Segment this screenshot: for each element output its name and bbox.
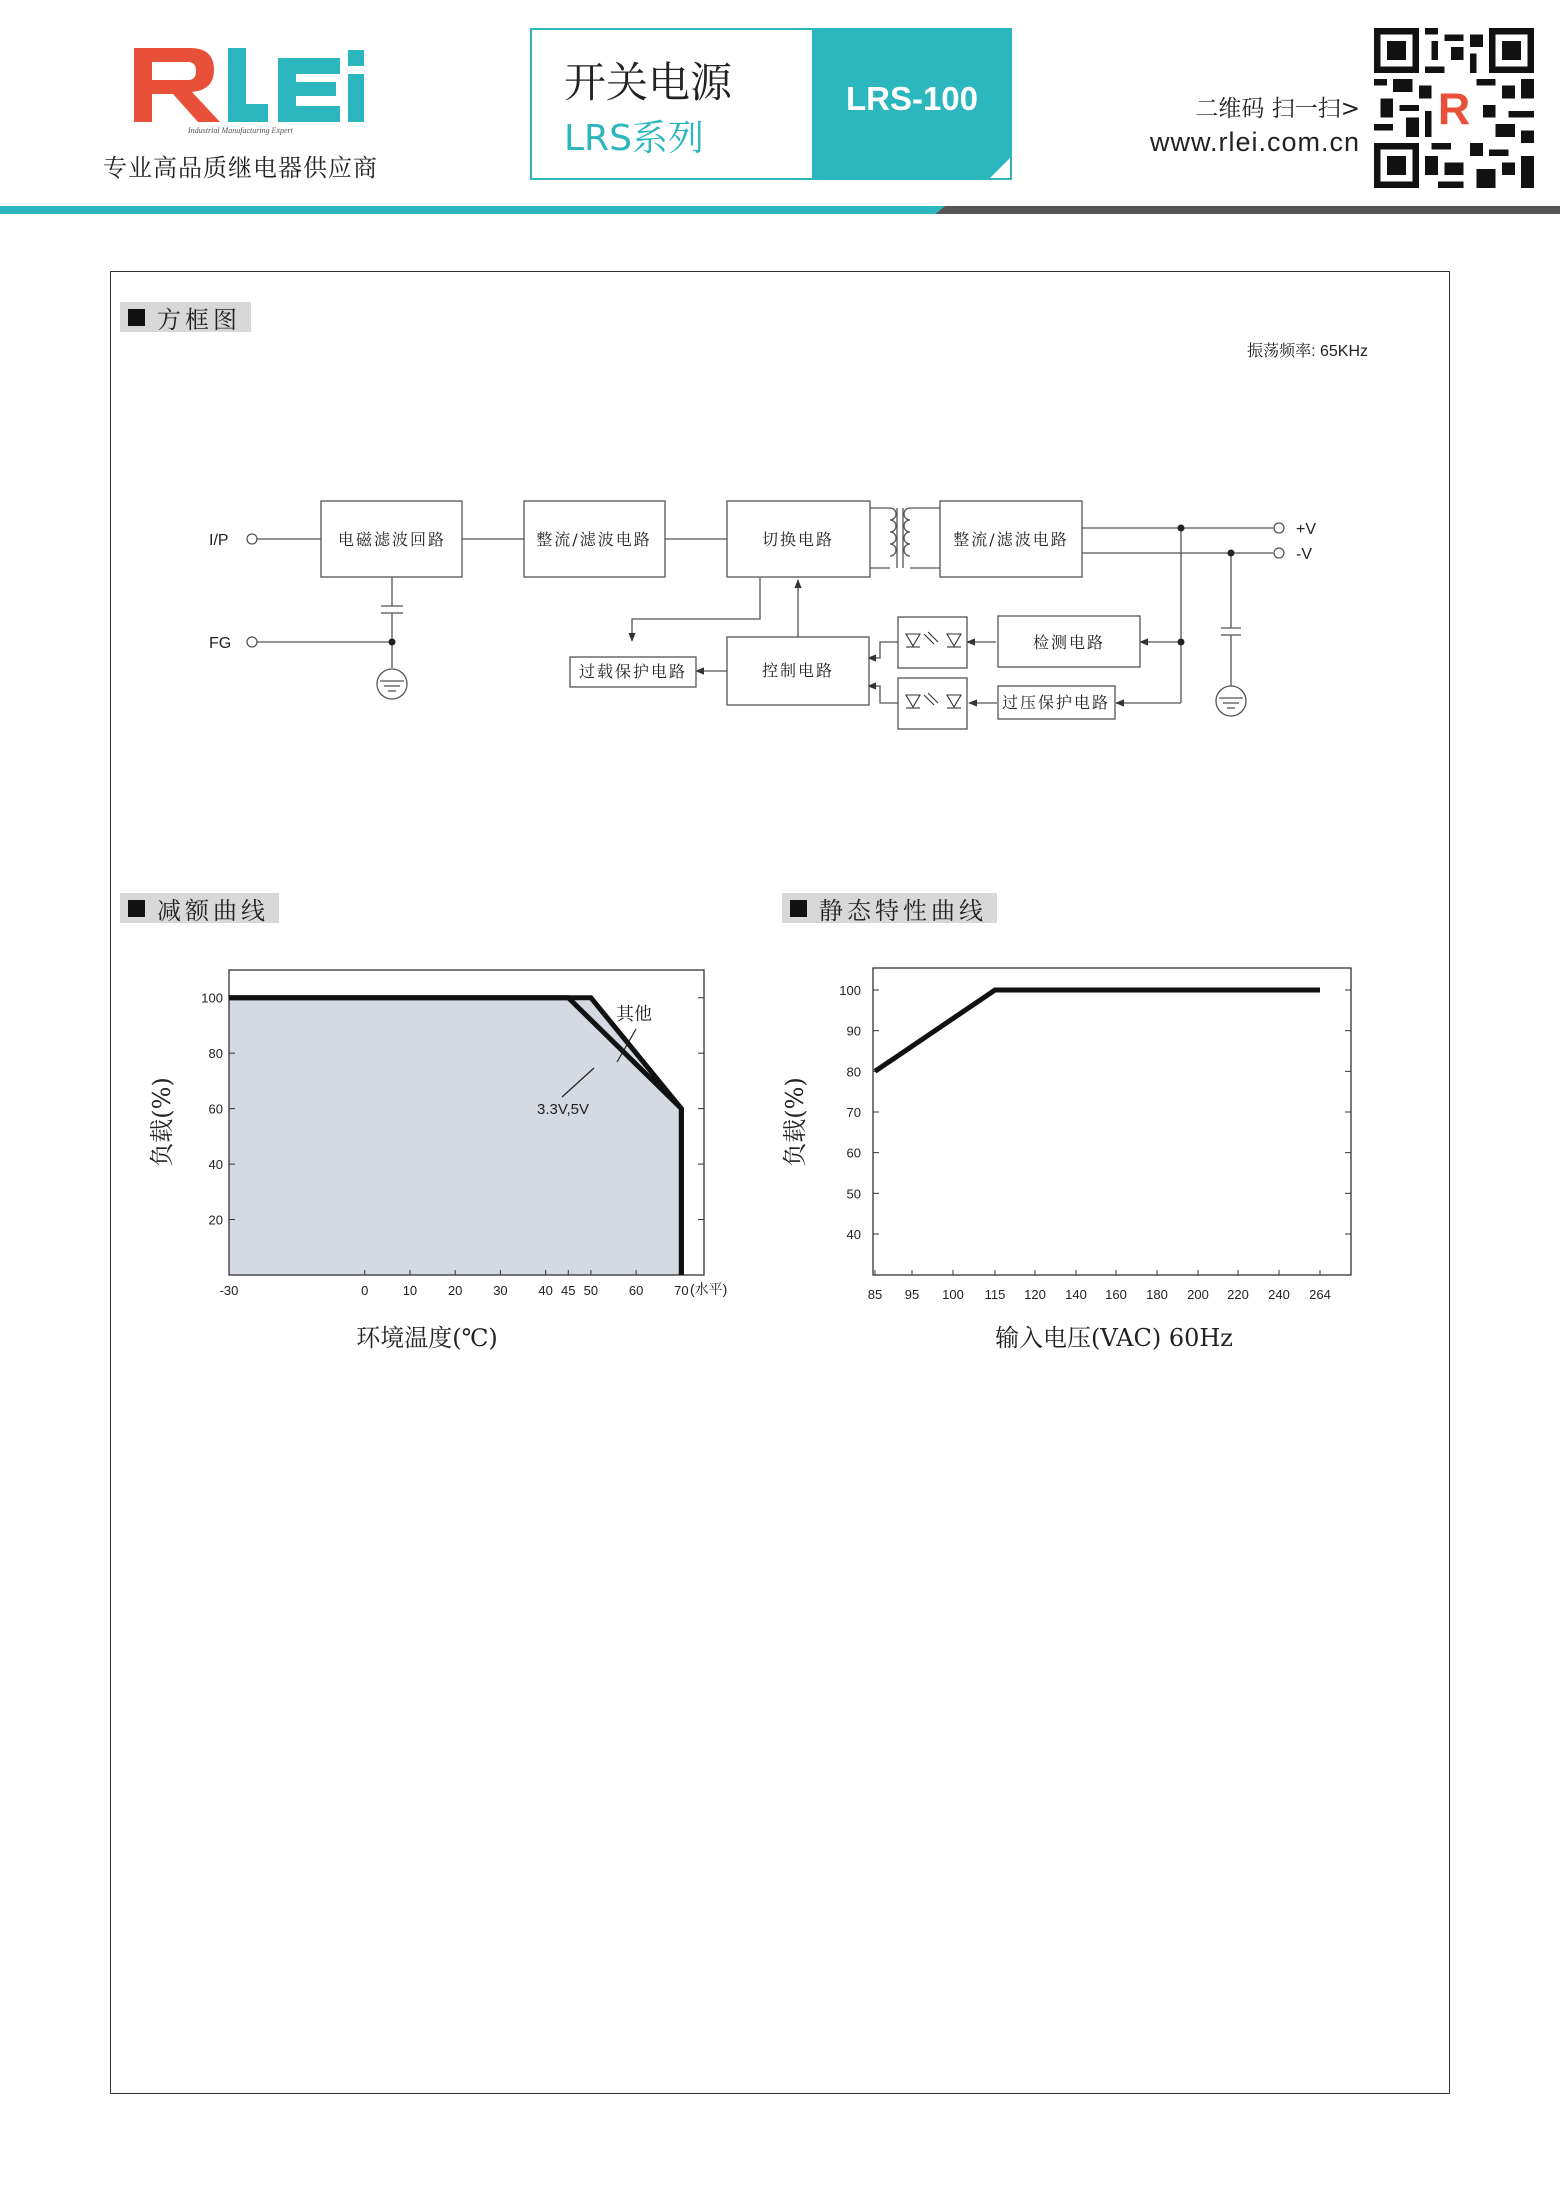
company-tagline: 专业高品质继电器供应商	[103, 154, 378, 182]
x-tick-label: 220	[1227, 1287, 1249, 1302]
x-tick-label: 30	[493, 1283, 508, 1298]
section-title: 方框图	[157, 305, 241, 334]
y-tick-label: 80	[846, 1064, 861, 1080]
y-tick-label: 60	[208, 1101, 223, 1117]
x-tick-label: 100	[942, 1287, 964, 1302]
x-tick-label: 180	[1146, 1287, 1168, 1302]
x-tick-label: 200	[1187, 1287, 1209, 1302]
x-tick-label: 85	[867, 1287, 883, 1302]
output-pos-label: +V	[1296, 521, 1317, 538]
qr-scan-hint: 二维码 扫一扫>	[1195, 96, 1360, 122]
block-label: 过载保护电路	[578, 662, 688, 681]
y-tick-label: 70	[846, 1105, 861, 1120]
y-axis-title: 负载(%)	[781, 1077, 809, 1167]
y-tick-label: 60	[846, 1145, 861, 1161]
y-axis-title: 负载(%)	[148, 1077, 176, 1167]
x-tick-label: 240	[1268, 1287, 1290, 1302]
x-tick-label: 160	[1105, 1287, 1127, 1302]
block-label: 整流/滤波电路	[953, 530, 1069, 549]
block-label: 切换电路	[761, 530, 835, 549]
input-fg-label: FG	[209, 635, 232, 652]
x-tick-label: 40	[538, 1283, 553, 1298]
y-tick-label: 100	[201, 990, 223, 1006]
x-tick-label: 50	[583, 1283, 599, 1298]
series-label-other: 其他	[616, 1004, 652, 1025]
model-number: LRS-100	[845, 80, 979, 117]
x-tick-label: 45	[561, 1283, 576, 1298]
y-tick-label: 50	[846, 1186, 861, 1202]
section-title: 静态特性曲线	[819, 896, 987, 925]
y-tick-label: 40	[208, 1157, 223, 1173]
block-label: 过压保护电路	[1001, 693, 1111, 712]
x-tick-label: 20	[447, 1283, 463, 1298]
website-link[interactable]: www.rlei.com.cn	[1149, 127, 1360, 157]
logo-subtext: Industrial Manufacturing Expert	[188, 126, 293, 135]
x-tick-label: 264	[1309, 1287, 1331, 1302]
x-tick-label: 95	[904, 1287, 920, 1302]
plot-frame	[873, 968, 1351, 1275]
product-series: LRS系列	[564, 118, 704, 159]
y-tick-label: 80	[208, 1046, 223, 1062]
y-tick-label: 90	[846, 1023, 861, 1039]
svg-text:R: R	[1437, 84, 1471, 134]
x-tick-label: 115	[984, 1287, 1006, 1302]
series-label-low: 3.3V,5V	[537, 1101, 589, 1118]
y-tick-label: 20	[208, 1212, 223, 1228]
x-tick-label: 60	[628, 1283, 644, 1298]
x-axis-title: 环境温度(℃)	[356, 1324, 498, 1352]
output-neg-label: -V	[1296, 546, 1312, 563]
block-label: 检测电路	[1032, 633, 1106, 652]
x-tick-label: 120	[1024, 1287, 1046, 1302]
x-tick-label: -30	[219, 1283, 239, 1298]
x-suffix-label: (水平)	[690, 1281, 728, 1297]
x-tick-label: 0	[361, 1283, 369, 1298]
x-axis-title: 输入电压(VAC) 60Hz	[995, 1324, 1233, 1352]
section-title: 减额曲线	[157, 896, 269, 925]
y-tick-label: 100	[839, 983, 861, 998]
x-tick-label: 70	[674, 1283, 689, 1298]
x-tick-label: 10	[402, 1283, 418, 1298]
product-title: 开关电源	[564, 58, 733, 107]
frequency-label: 振荡频率: 65KHz	[1247, 343, 1368, 360]
block-label: 控制电路	[761, 661, 835, 680]
x-tick-label: 140	[1065, 1287, 1087, 1302]
y-tick-label: 40	[846, 1227, 861, 1242]
block-label: 整流/滤波电路	[536, 530, 652, 549]
series-line-load	[875, 990, 1320, 1071]
block-label: 电磁滤波回路	[337, 530, 447, 549]
input-ip-label: I/P	[209, 532, 229, 549]
